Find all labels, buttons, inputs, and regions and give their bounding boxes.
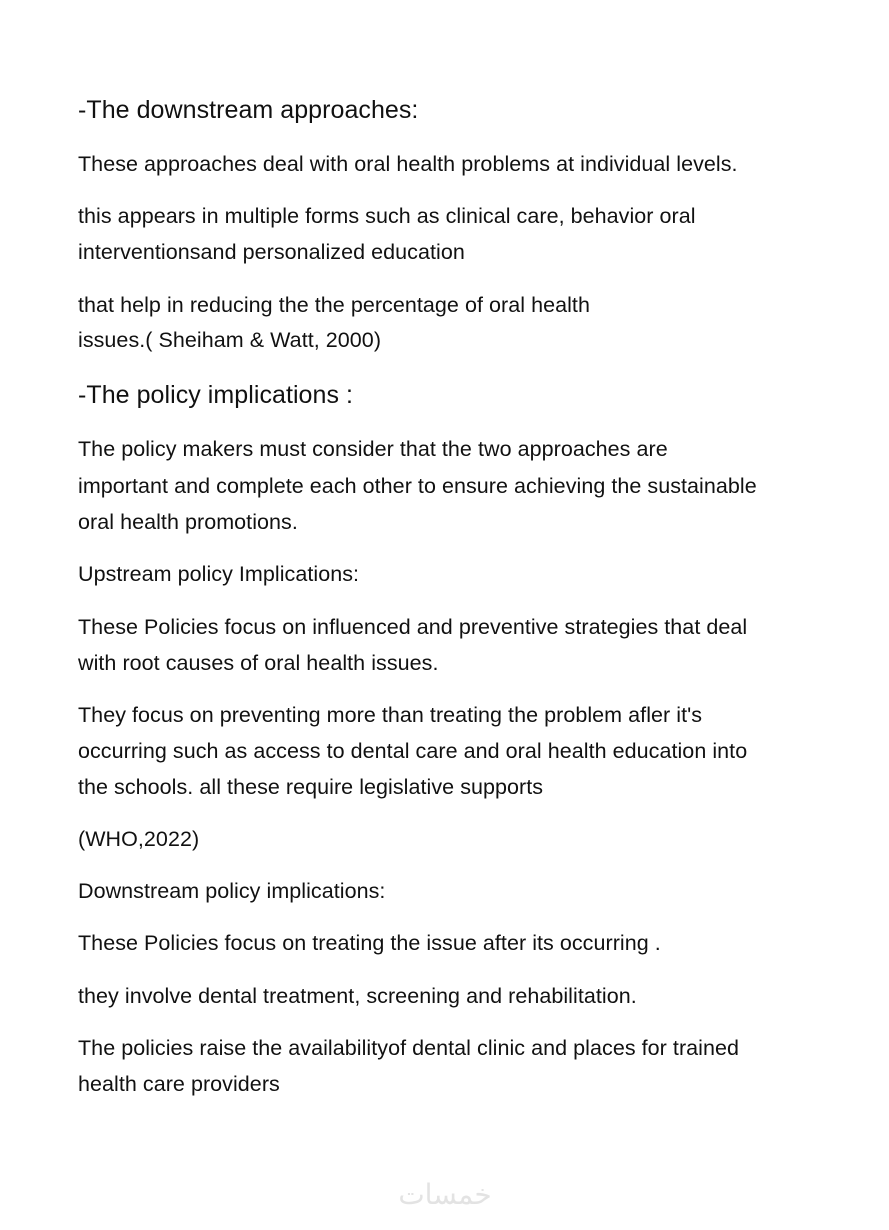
paragraph-line: interventionsand personalized education (78, 240, 465, 264)
paragraph-line: important and complete each other to ensure achieving the sustainable (78, 474, 757, 498)
paragraph-line: the schools. all these require legislative supports (78, 775, 544, 799)
paragraph-line: occurring such as access to dental care and oral health education into (78, 739, 748, 763)
watermark-logo: خمسات (398, 1178, 492, 1211)
paragraph-line: issues.( Sheiham & Watt, 2000) (78, 328, 382, 352)
paragraph-line: with root causes of oral health issues. (78, 651, 439, 675)
paragraph-line: The policy makers must consider that the two approaches are (78, 437, 668, 461)
paragraph-line: that help in reducing the the percentage of oral health (78, 293, 590, 317)
paragraph-line: These Policies focus on treating the issue after its occurring . (78, 931, 661, 955)
paragraph-line: oral health promotions. (78, 510, 298, 534)
paragraph-line: These Policies focus on influenced and preventive strategies that deal (78, 615, 748, 639)
subheading-upstream: Upstream policy Implications: (78, 562, 360, 586)
paragraph-line: health care providers (78, 1072, 280, 1096)
paragraph-line: These approaches deal with oral health problems at individual levels. (78, 152, 738, 176)
subheading-downstream: Downstream policy implications: (78, 879, 386, 903)
paragraph-line: they involve dental treatment, screening and rehabilitation. (78, 984, 637, 1008)
section-heading-policy: -The policy implications : (78, 381, 354, 409)
section-heading-downstream: -The downstream approaches: (78, 96, 419, 124)
paragraph-line: this appears in multiple forms such as clinical care, behavior oral (78, 204, 696, 228)
paragraph-line: They focus on preventing more than treating the problem afler it's (78, 703, 703, 727)
paragraph-line: The policies raise the availabilityof dental clinic and places for trained (78, 1036, 740, 1060)
citation-who: (WHO,2022) (78, 827, 200, 851)
